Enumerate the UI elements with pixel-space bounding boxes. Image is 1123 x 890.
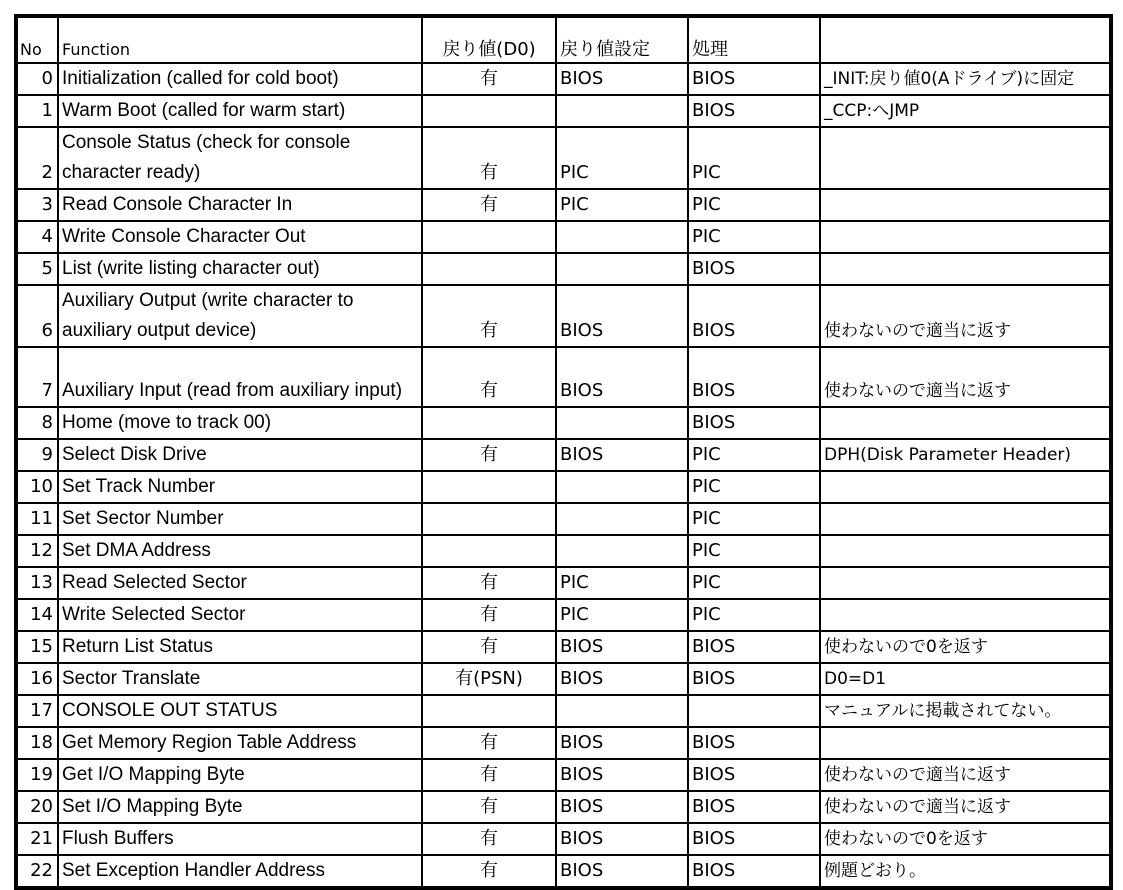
bios-function-table — [14, 14, 1113, 890]
cell-return-value: 有 — [422, 791, 556, 823]
cell-return-value: 有 — [422, 823, 556, 855]
cell-no: 0 — [16, 63, 58, 95]
cell-no: 4 — [16, 221, 58, 253]
cell-function: Set I/O Mapping Byte — [58, 791, 422, 823]
cell-return-setting — [556, 695, 688, 727]
cell-processing: BIOS — [688, 759, 820, 791]
cell-function: Get Memory Region Table Address — [58, 727, 422, 759]
cell-return-setting: BIOS — [556, 791, 688, 823]
cell-remarks — [820, 471, 1111, 503]
table-row — [16, 631, 1111, 663]
cell-no: 18 — [16, 727, 58, 759]
table-row — [16, 599, 1111, 631]
cell-return-setting: BIOS — [556, 759, 688, 791]
cell-no: 22 — [16, 855, 58, 888]
table-row — [16, 503, 1111, 535]
cell-remarks: D0=D1 — [820, 663, 1111, 695]
table-row — [16, 791, 1111, 823]
cell-function: Get I/O Mapping Byte — [58, 759, 422, 791]
cell-function: Home (move to track 00) — [58, 407, 422, 439]
bios-function-table-container — [14, 14, 1109, 890]
cell-remarks: 使わないので0を返す — [820, 823, 1111, 855]
cell-return-setting: BIOS — [556, 439, 688, 471]
cell-function: Auxiliary Input (read from auxiliary input) — [58, 347, 422, 407]
cell-return-setting: BIOS — [556, 285, 688, 347]
table-row — [16, 855, 1111, 888]
cell-remarks — [820, 253, 1111, 285]
cell-return-value — [422, 407, 556, 439]
cell-processing: BIOS — [688, 855, 820, 888]
cell-remarks — [820, 535, 1111, 567]
table-row — [16, 663, 1111, 695]
cell-return-value: 有(PSN) — [422, 663, 556, 695]
cell-processing — [688, 695, 820, 727]
table-row — [16, 221, 1111, 253]
cell-remarks: _CCP:へJMP — [820, 95, 1111, 127]
cell-no: 19 — [16, 759, 58, 791]
cell-return-setting: BIOS — [556, 727, 688, 759]
cell-return-value: 有 — [422, 347, 556, 407]
cell-return-value: 有 — [422, 189, 556, 221]
cell-return-setting — [556, 407, 688, 439]
cell-processing: BIOS — [688, 95, 820, 127]
table-row — [16, 727, 1111, 759]
cell-function: Initialization (called for cold boot) — [58, 63, 422, 95]
cell-return-value: 有 — [422, 63, 556, 95]
cell-return-value — [422, 221, 556, 253]
cell-processing: BIOS — [688, 285, 820, 347]
cell-function: Set DMA Address — [58, 535, 422, 567]
header-return-setting: 戻り値設定 — [556, 16, 688, 63]
cell-return-setting — [556, 471, 688, 503]
cell-return-value: 有 — [422, 127, 556, 189]
cell-return-value — [422, 695, 556, 727]
cell-no: 16 — [16, 663, 58, 695]
cell-processing: PIC — [688, 503, 820, 535]
cell-remarks — [820, 127, 1111, 189]
table-body — [16, 63, 1111, 888]
table-row — [16, 695, 1111, 727]
table-row — [16, 285, 1111, 347]
cell-remarks — [820, 189, 1111, 221]
cell-return-setting — [556, 221, 688, 253]
cell-remarks — [820, 407, 1111, 439]
cell-remarks — [820, 727, 1111, 759]
cell-return-setting: BIOS — [556, 823, 688, 855]
cell-processing: BIOS — [688, 631, 820, 663]
header-no: No — [16, 16, 58, 63]
cell-no: 17 — [16, 695, 58, 727]
cell-return-value — [422, 253, 556, 285]
header-return-value: 戻り値(D0) — [422, 16, 556, 63]
cell-return-value: 有 — [422, 727, 556, 759]
cell-return-setting: BIOS — [556, 631, 688, 663]
cell-remarks — [820, 221, 1111, 253]
header-remarks — [820, 16, 1111, 63]
cell-return-setting: PIC — [556, 599, 688, 631]
cell-function: Set Track Number — [58, 471, 422, 503]
cell-return-setting — [556, 253, 688, 285]
cell-function: Return List Status — [58, 631, 422, 663]
cell-remarks: DPH(Disk Parameter Header) — [820, 439, 1111, 471]
cell-remarks: マニュアルに掲載されてない。 — [820, 695, 1111, 727]
cell-return-value: 有 — [422, 567, 556, 599]
cell-remarks: _INIT:戻り値0(Aドライブ)に固定 — [820, 63, 1111, 95]
cell-function: Sector Translate — [58, 663, 422, 695]
cell-return-setting — [556, 503, 688, 535]
cell-processing: BIOS — [688, 253, 820, 285]
cell-remarks — [820, 503, 1111, 535]
cell-return-value: 有 — [422, 285, 556, 347]
cell-no: 2 — [16, 127, 58, 189]
cell-no: 6 — [16, 285, 58, 347]
cell-function: Flush Buffers — [58, 823, 422, 855]
cell-return-setting: BIOS — [556, 63, 688, 95]
cell-return-setting — [556, 95, 688, 127]
cell-function: Set Exception Handler Address — [58, 855, 422, 888]
cell-remarks: 例題どおり。 — [820, 855, 1111, 888]
cell-remarks: 使わないので適当に返す — [820, 285, 1111, 347]
cell-no: 20 — [16, 791, 58, 823]
cell-processing: PIC — [688, 127, 820, 189]
cell-function: Write Selected Sector — [58, 599, 422, 631]
table-row — [16, 823, 1111, 855]
header-processing: 処理 — [688, 16, 820, 63]
cell-no: 5 — [16, 253, 58, 285]
cell-function: List (write listing character out) — [58, 253, 422, 285]
table-row — [16, 535, 1111, 567]
cell-return-value: 有 — [422, 855, 556, 888]
cell-function: Set Sector Number — [58, 503, 422, 535]
cell-return-value — [422, 95, 556, 127]
cell-return-value — [422, 503, 556, 535]
cell-return-setting: PIC — [556, 127, 688, 189]
cell-function: Read Selected Sector — [58, 567, 422, 599]
cell-function: Read Console Character In — [58, 189, 422, 221]
cell-no: 1 — [16, 95, 58, 127]
cell-no: 11 — [16, 503, 58, 535]
cell-function: Console Status (check for console character ready) — [58, 127, 422, 189]
cell-remarks — [820, 567, 1111, 599]
cell-function: Select Disk Drive — [58, 439, 422, 471]
cell-processing: PIC — [688, 535, 820, 567]
cell-no: 9 — [16, 439, 58, 471]
cell-return-setting: BIOS — [556, 855, 688, 888]
cell-processing: BIOS — [688, 663, 820, 695]
cell-no: 15 — [16, 631, 58, 663]
table-row — [16, 95, 1111, 127]
cell-processing: BIOS — [688, 823, 820, 855]
cell-return-value: 有 — [422, 759, 556, 791]
cell-no: 3 — [16, 189, 58, 221]
cell-processing: PIC — [688, 471, 820, 503]
cell-processing: PIC — [688, 567, 820, 599]
cell-remarks: 使わないので適当に返す — [820, 759, 1111, 791]
table-row — [16, 759, 1111, 791]
cell-remarks — [820, 599, 1111, 631]
cell-processing: BIOS — [688, 727, 820, 759]
cell-processing: BIOS — [688, 407, 820, 439]
cell-remarks: 使わないので適当に返す — [820, 791, 1111, 823]
cell-remarks: 使わないので適当に返す — [820, 347, 1111, 407]
cell-return-value: 有 — [422, 439, 556, 471]
cell-function: Auxiliary Output (write character to auxiliary output device) — [58, 285, 422, 347]
table-row — [16, 253, 1111, 285]
table-row — [16, 407, 1111, 439]
table-row — [16, 63, 1111, 95]
cell-return-setting — [556, 535, 688, 567]
table-row — [16, 471, 1111, 503]
table-row — [16, 347, 1111, 407]
cell-return-setting: BIOS — [556, 663, 688, 695]
cell-return-value: 有 — [422, 631, 556, 663]
cell-processing: BIOS — [688, 791, 820, 823]
cell-no: 12 — [16, 535, 58, 567]
cell-function: CONSOLE OUT STATUS — [58, 695, 422, 727]
cell-processing: PIC — [688, 221, 820, 253]
cell-no: 14 — [16, 599, 58, 631]
cell-return-value — [422, 535, 556, 567]
cell-return-value: 有 — [422, 599, 556, 631]
cell-processing: BIOS — [688, 347, 820, 407]
cell-no: 10 — [16, 471, 58, 503]
cell-return-setting: PIC — [556, 189, 688, 221]
cell-return-setting: BIOS — [556, 347, 688, 407]
cell-processing: PIC — [688, 189, 820, 221]
header-function: Function — [58, 16, 422, 63]
cell-function: Warm Boot (called for warm start) — [58, 95, 422, 127]
table-row — [16, 189, 1111, 221]
table-row — [16, 127, 1111, 189]
table-header-row — [16, 16, 1111, 63]
cell-processing: BIOS — [688, 63, 820, 95]
cell-no: 8 — [16, 407, 58, 439]
cell-processing: PIC — [688, 599, 820, 631]
table-row — [16, 567, 1111, 599]
cell-no: 13 — [16, 567, 58, 599]
table-row — [16, 439, 1111, 471]
cell-function: Write Console Character Out — [58, 221, 422, 253]
cell-remarks: 使わないので0を返す — [820, 631, 1111, 663]
cell-return-value — [422, 471, 556, 503]
cell-processing: PIC — [688, 439, 820, 471]
cell-no: 21 — [16, 823, 58, 855]
cell-return-setting: PIC — [556, 567, 688, 599]
cell-no: 7 — [16, 347, 58, 407]
